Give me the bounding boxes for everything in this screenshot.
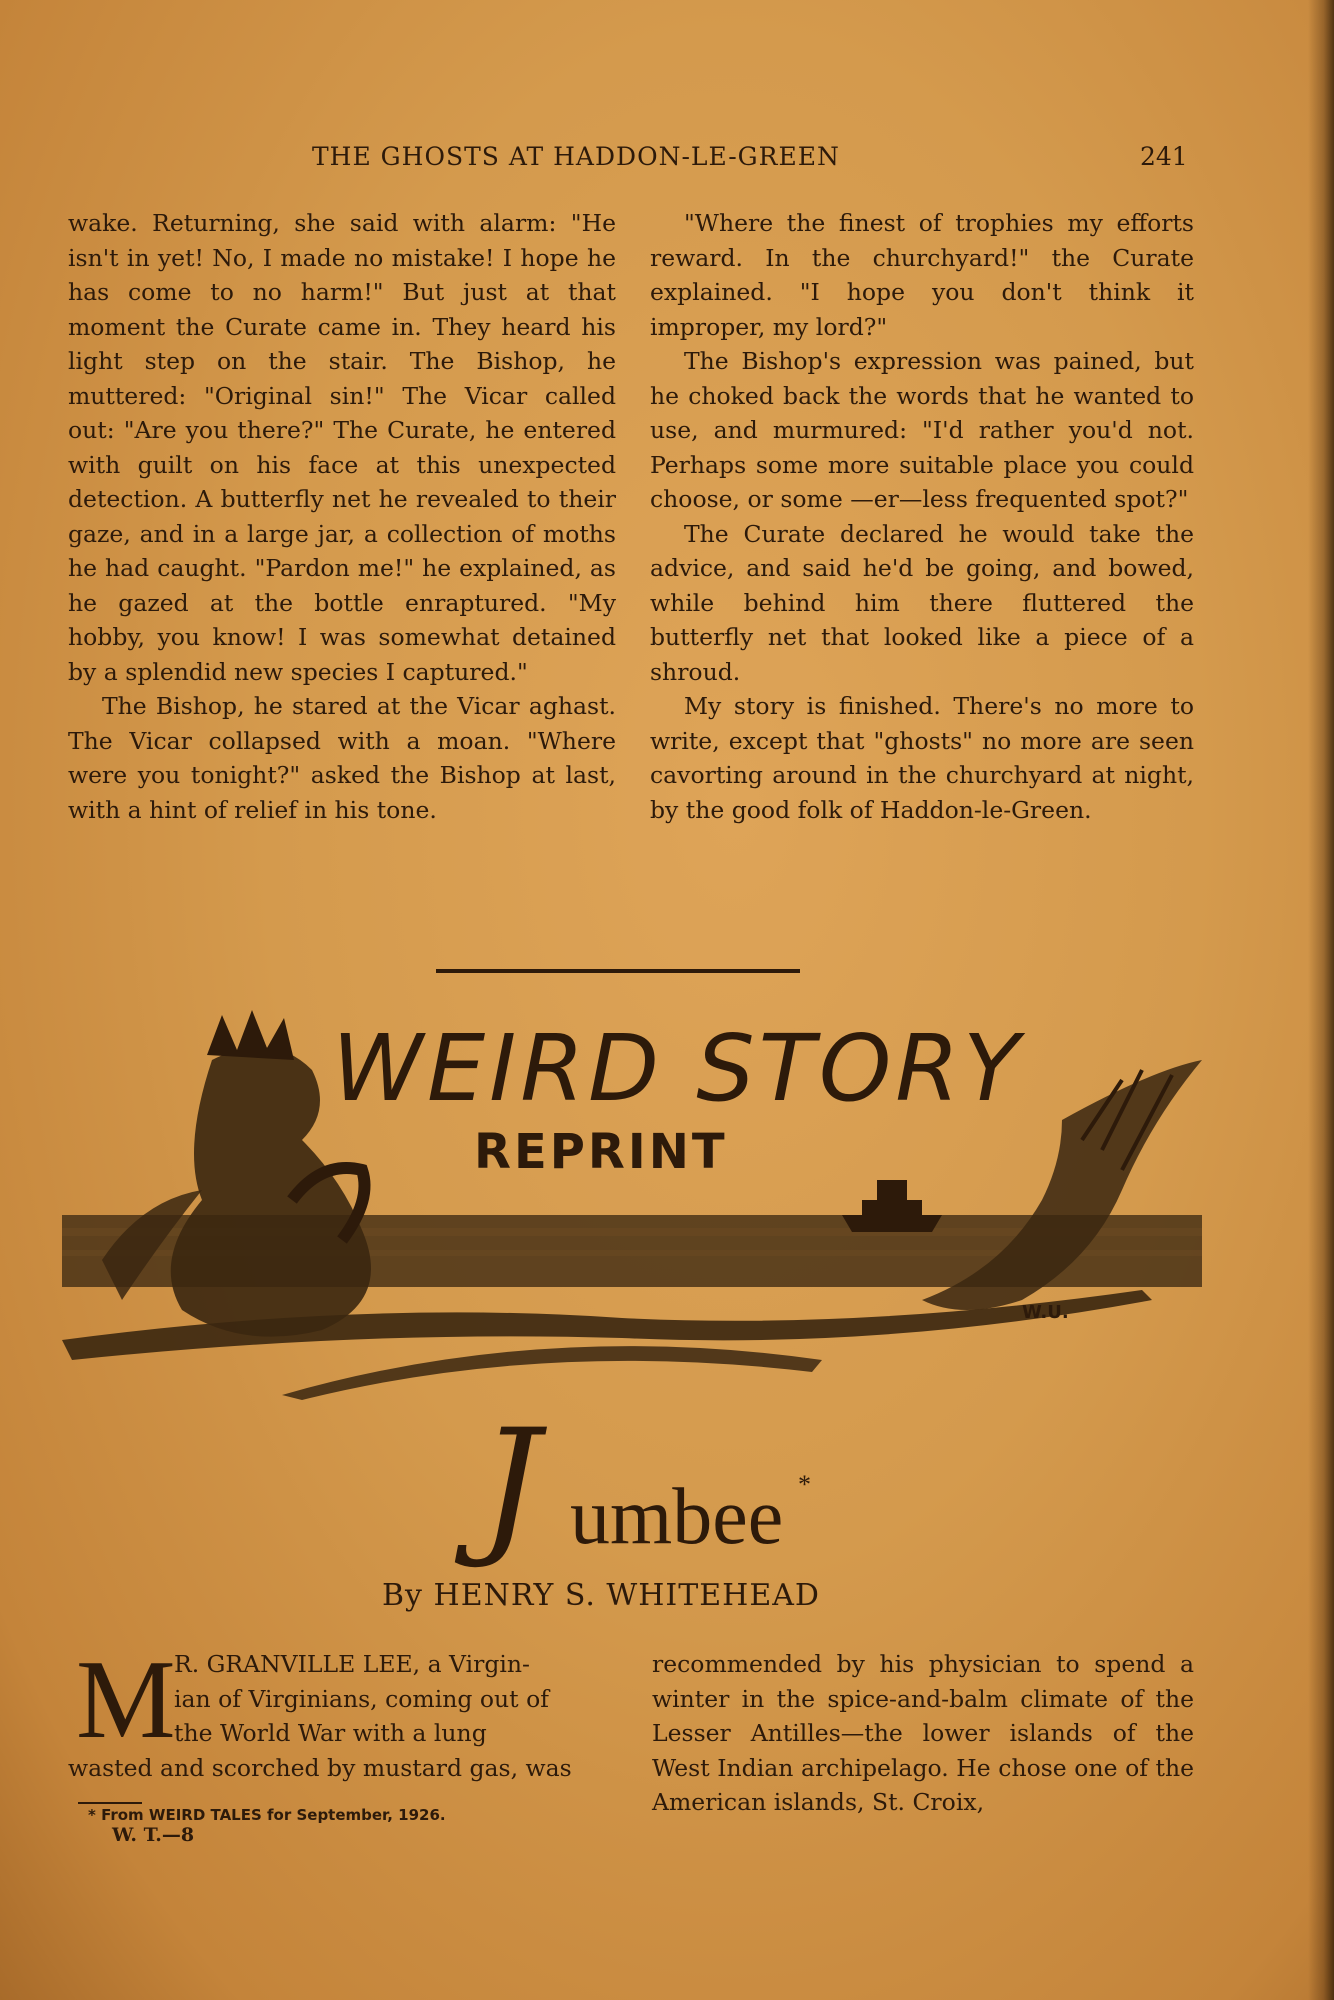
paragraph: The Curate declared he would take the advice, and said he'd be going, and bowed, while behind him there fluttered the butterfly net that looked like a piece of a shroud.: [650, 519, 1194, 686]
footnote: * From WEIRD TALES for September, 1926.: [88, 1806, 446, 1824]
ship: [842, 1180, 942, 1232]
story-title-initial: J: [480, 1398, 541, 1572]
byline: By HENRY S. WHITEHEAD: [382, 1578, 820, 1613]
paragraph: "Where the finest of trophies my efforts reward. In the churchyard!" the Curate explained. "I hope you don't think it improper, my lord?": [650, 209, 1194, 341]
signature-mark: W. T.—8: [112, 1824, 195, 1846]
paragraph: My story is finished. There's no more to write, except that "ghosts" no more are seen cavorting around in the churchyard at night, by the good folk of Haddon-le-Green.: [650, 692, 1194, 824]
footnote-rule: [78, 1802, 142, 1804]
section-divider: [436, 969, 800, 973]
left-column-top: [68, 206, 616, 827]
story-title: [420, 1400, 920, 1580]
paragraph: recommended by his physician to spend a winter in the spice-and-balm climate of the Lesser Antilles—the lower islands of the West Indian archipelago. He chose one of the American islands, St. Croix,: [652, 1650, 1194, 1816]
text-line: R. GRANVILLE LEE, a Virgin-: [174, 1650, 530, 1678]
banner-title: WEIRD STORY: [332, 1015, 1024, 1122]
page-number: 241: [1140, 142, 1188, 171]
drop-cap: M: [76, 1638, 176, 1762]
artist-mark: W.U.: [1022, 1302, 1069, 1323]
text-line: wasted and scorched by mustard gas, was: [68, 1753, 572, 1782]
paragraph: wake. Returning, she said with alarm: "He isn't in yet! No, I made no mistake! I hope he has come to no harm!" But just at that moment the Curate came in. They heard his light step on the stair. The Bishop, he muttered: "Original sin!" The Vicar called out: "Are you there?" The Curate, he entered with guilt on his face at this unexpected detection. A butterfly net he revealed to their gaze, and in a large jar, a collection of moths he had caught. "Pardon me!" he explained, as he gazed at the bottle enraptured. "My hobby, you know! I was somewhat detained by a splendid new species I captured.": [68, 209, 616, 686]
right-column-bottom: [652, 1647, 1194, 1820]
banner-subtitle: REPRINT: [474, 1124, 728, 1180]
text-line: the World War with a lung: [174, 1719, 487, 1747]
story-title-footnote-mark: *: [798, 1470, 811, 1499]
right-column-top: [650, 206, 1194, 827]
left-column-bottom: [68, 1638, 616, 1785]
page-edge-shadow: [1308, 0, 1334, 2000]
text-line: ian of Virginians, coming out of: [174, 1684, 549, 1713]
paragraph: The Bishop, he stared at the Vicar aghast. The Vicar collapsed with a moan. "Where were you tonight?" asked the Bishop at last, with a hint of relief in his tone.: [68, 692, 616, 824]
weird-story-reprint-banner: [62, 1000, 1202, 1400]
running-head: THE GHOSTS AT HADDON-LE-GREEN: [312, 142, 840, 171]
story-title-rest: umbee: [570, 1473, 784, 1561]
paragraph: The Bishop's expression was pained, but he choked back the words that he wanted to use, and murmured: "I'd rather you'd not. Perhaps some more suitable place you could choose, or some —er—less frequented spot?": [650, 347, 1194, 513]
figure-crown: [207, 1010, 294, 1060]
